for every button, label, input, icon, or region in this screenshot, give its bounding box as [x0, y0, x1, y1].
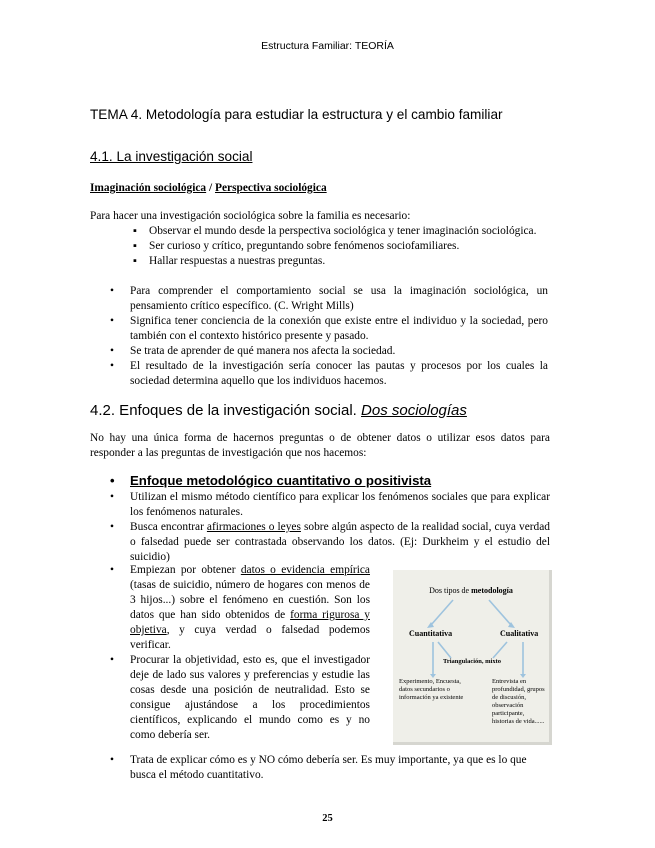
list-item: ▪ Hallar respuestas a nuestras preguntas. [149, 254, 549, 269]
list-item: • El resultado de la investigación sería conocer las pautas y procesos por los cuales la sociedad determina aquello que los individuos hacemos. [130, 359, 548, 389]
list-item: • Para comprender el comportamiento social se usa la imaginación sociológica, un pensamiento crítico específico. (C. Wright Mills) [130, 284, 548, 314]
page-number: 25 [322, 813, 333, 824]
list-item: • Utilizan el mismo método científico para explicar los fenómenos sociales que para explicar los fenómenos naturales. [130, 490, 550, 520]
diagram-cuantitativa-methods: Experimento, Encuesta, datos secundarios o información ya existente [399, 678, 464, 701]
section-4-2-title [90, 402, 467, 419]
list-item: • Significa tener conciencia de la conexión que existe entre el individuo y la sociedad, pero también con el contexto histórico presente y pasado. [130, 314, 548, 344]
bullet-list-narrow [130, 563, 370, 743]
arrow-to-cuantitativa [431, 600, 453, 625]
arrow-to-triangulacion-left [438, 642, 451, 658]
text-span: sobre algún aspecto de la realidad social, cuya verdad o falsedad puede ser contrastada observando los datos. (Ej: Durkheim y el estudio del suicidio) [130, 521, 550, 563]
square-bullet-list [149, 224, 549, 269]
running-header: Estructura Familiar: TEORÍA [261, 40, 394, 52]
list-item: ▪ Ser curioso y crítico, preguntando sobre fenómenos sociofamiliares. [149, 239, 549, 254]
arrow-to-cualitativa [489, 600, 511, 625]
diagram-cualitativa-methods: Entrevista en profundidad, grupos de discusión, observación participante, historias de vida...... [492, 678, 545, 725]
subheading-perspectiva: Perspectiva sociológica [215, 182, 327, 194]
text-span: Dos tipos de [429, 586, 472, 595]
diagram-cuantitativa: Cuantitativa [409, 629, 453, 638]
text-span: , y cuya verdad o falsedad podemos verificar. [130, 624, 370, 651]
section-4-2-title-text: 4.2. Enfoques de la investigación social. [90, 402, 362, 419]
section-4-2-paragraph: No hay una única forma de hacernos preguntas o de obtener datos o utilizar esos datos para responder a las preguntas de investigación que nos hacemos: [90, 432, 550, 459]
subheading-separator: / [206, 182, 215, 194]
text-span: Empiezan por obtener [130, 564, 241, 576]
diagram-title [393, 586, 549, 595]
bullet-list-final [130, 753, 550, 783]
bullet-list-imaginacion [130, 284, 548, 389]
underlined-term: afirmaciones o leyes [206, 521, 301, 533]
enfoque-cuantitativo-heading: • Enfoque metodológico cuantitativo o positivista [130, 472, 550, 490]
arrow-to-triangulacion-right [493, 642, 507, 658]
text-span: (tasas de suicidio, número de hogares con menos de 3 hijos...) sobre el fenómeno en cuestión. Son los datos que han sido obtenidos de [130, 579, 370, 621]
bullet-list-enfoque [130, 472, 550, 565]
underlined-term: forma rigurosa y objetiva [130, 609, 370, 636]
text-span: Busca encontrar [130, 521, 207, 533]
list-item: • Trata de explicar cómo es y NO cómo debería ser. Es muy importante, ya que es lo que busca el método cuantitativo. [130, 753, 550, 783]
diagram-triangulacion: Triangulación, mixto [443, 658, 502, 665]
diagram-cualitativa: Cualitativa [500, 629, 539, 638]
section-4-1-title: 4.1. La investigación social [90, 149, 253, 164]
list-item [130, 563, 370, 653]
list-item [130, 520, 550, 565]
underlined-term: datos o evidencia empírica [240, 564, 370, 576]
subheading [90, 182, 327, 194]
methodology-diagram [393, 570, 552, 745]
text-span: metodología [471, 586, 513, 595]
list-item: • Procurar la objetividad, esto es, que el investigador deje de lado sus valores y preferencias y estudie las cosas desde una posición de neutralidad. Esto se consigue ajustándose a los procedimientos científicos, explicando el mundo como es y no como debería ser. [130, 653, 370, 743]
list-item: • Se trata de aprender de qué manera nos afecta la sociedad. [130, 344, 548, 359]
section-4-2-title-italic: Dos sociologías [361, 402, 467, 419]
list-item: ▪ Observar el mundo desde la perspectiva sociológica y tener imaginación sociológica. [149, 224, 549, 239]
intro-paragraph: Para hacer una investigación sociológica sobre la familia es necesario: [90, 210, 411, 222]
subheading-imaginacion: Imaginación sociológica [90, 182, 207, 194]
chapter-title: TEMA 4. Metodología para estudiar la estructura y el cambio familiar [90, 107, 503, 122]
